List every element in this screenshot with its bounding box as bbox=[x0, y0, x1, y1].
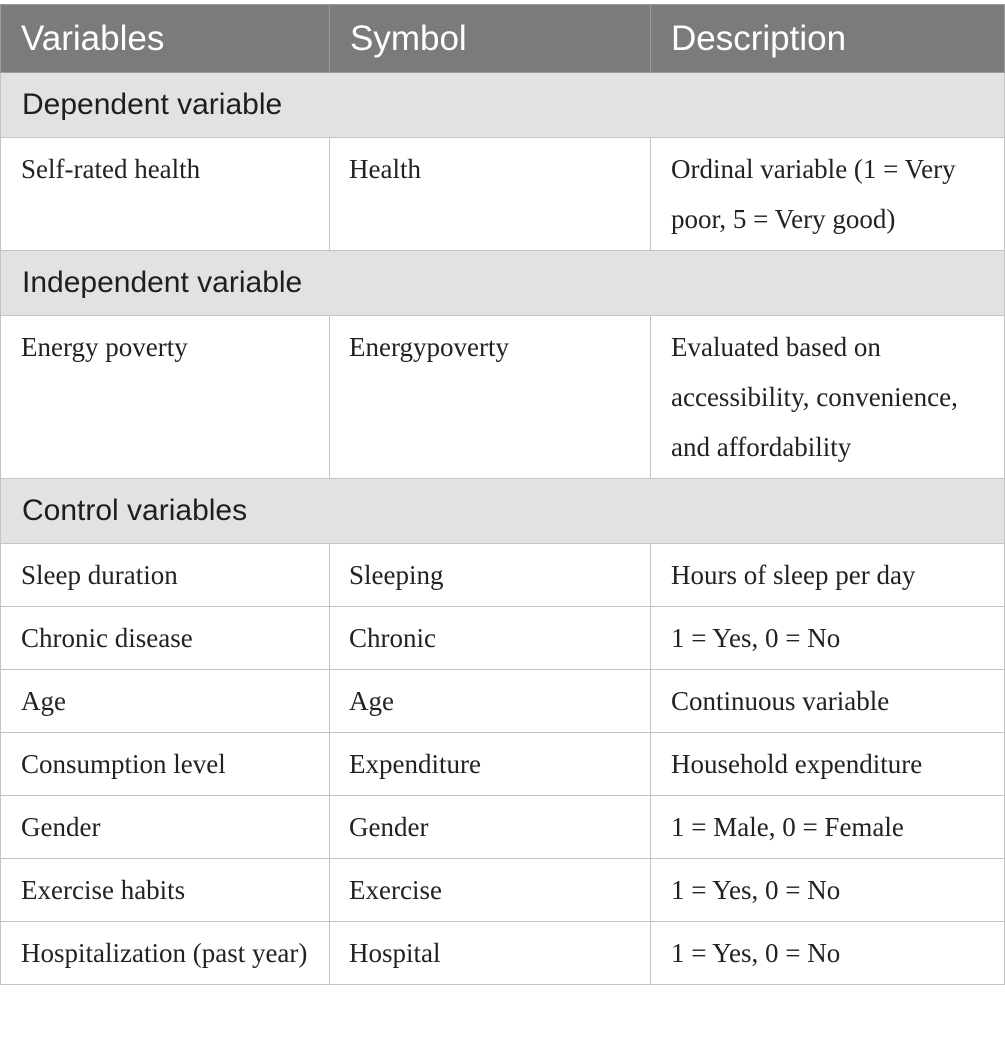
table-row bbox=[1, 733, 1005, 796]
cell-variable: Consumption level bbox=[1, 733, 330, 796]
cell-symbol: Hospital bbox=[330, 922, 651, 985]
table-row bbox=[1, 316, 1005, 479]
cell-description: 1 = Yes, 0 = No bbox=[651, 859, 1005, 922]
cell-variable: Age bbox=[1, 670, 330, 733]
cell-symbol: Expenditure bbox=[330, 733, 651, 796]
cell-description: Continuous variable bbox=[651, 670, 1005, 733]
cell-symbol: Health bbox=[330, 138, 651, 251]
cell-symbol: Sleeping bbox=[330, 544, 651, 607]
cell-description: 1 = Male, 0 = Female bbox=[651, 796, 1005, 859]
cell-symbol: Age bbox=[330, 670, 651, 733]
cell-symbol: Exercise bbox=[330, 859, 651, 922]
section-row-dependent bbox=[1, 73, 1005, 138]
table-row bbox=[1, 670, 1005, 733]
cell-variable: Gender bbox=[1, 796, 330, 859]
cell-symbol: Chronic bbox=[330, 607, 651, 670]
variables-table bbox=[0, 4, 1005, 985]
cell-description: 1 = Yes, 0 = No bbox=[651, 607, 1005, 670]
variables-table-container bbox=[0, 4, 1005, 985]
header-row bbox=[1, 5, 1005, 73]
section-title: Control variables bbox=[1, 479, 1005, 544]
cell-symbol: Energypoverty bbox=[330, 316, 651, 479]
cell-description: Ordinal variable (1 = Very poor, 5 = Very good) bbox=[651, 138, 1005, 251]
cell-variable: Self-rated health bbox=[1, 138, 330, 251]
cell-variable: Sleep duration bbox=[1, 544, 330, 607]
table-row bbox=[1, 859, 1005, 922]
cell-symbol: Gender bbox=[330, 796, 651, 859]
header-symbol: Symbol bbox=[330, 5, 651, 73]
header-description: Description bbox=[651, 5, 1005, 73]
section-row-control bbox=[1, 479, 1005, 544]
table-header bbox=[1, 5, 1005, 73]
section-title: Independent variable bbox=[1, 251, 1005, 316]
table-row bbox=[1, 922, 1005, 985]
table-row bbox=[1, 796, 1005, 859]
cell-variable: Hospitalization (past year) bbox=[1, 922, 330, 985]
table-body bbox=[1, 73, 1005, 985]
section-row-independent bbox=[1, 251, 1005, 316]
cell-description: Hours of sleep per day bbox=[651, 544, 1005, 607]
cell-description: 1 = Yes, 0 = No bbox=[651, 922, 1005, 985]
header-variables: Variables bbox=[1, 5, 330, 73]
cell-variable: Chronic disease bbox=[1, 607, 330, 670]
table-row bbox=[1, 607, 1005, 670]
section-title: Dependent variable bbox=[1, 73, 1005, 138]
table-row bbox=[1, 138, 1005, 251]
cell-variable: Exercise habits bbox=[1, 859, 330, 922]
table-row bbox=[1, 544, 1005, 607]
cell-description: Household expenditure bbox=[651, 733, 1005, 796]
cell-variable: Energy poverty bbox=[1, 316, 330, 479]
cell-description: Evaluated based on accessibility, convenience, and affordability bbox=[651, 316, 1005, 479]
